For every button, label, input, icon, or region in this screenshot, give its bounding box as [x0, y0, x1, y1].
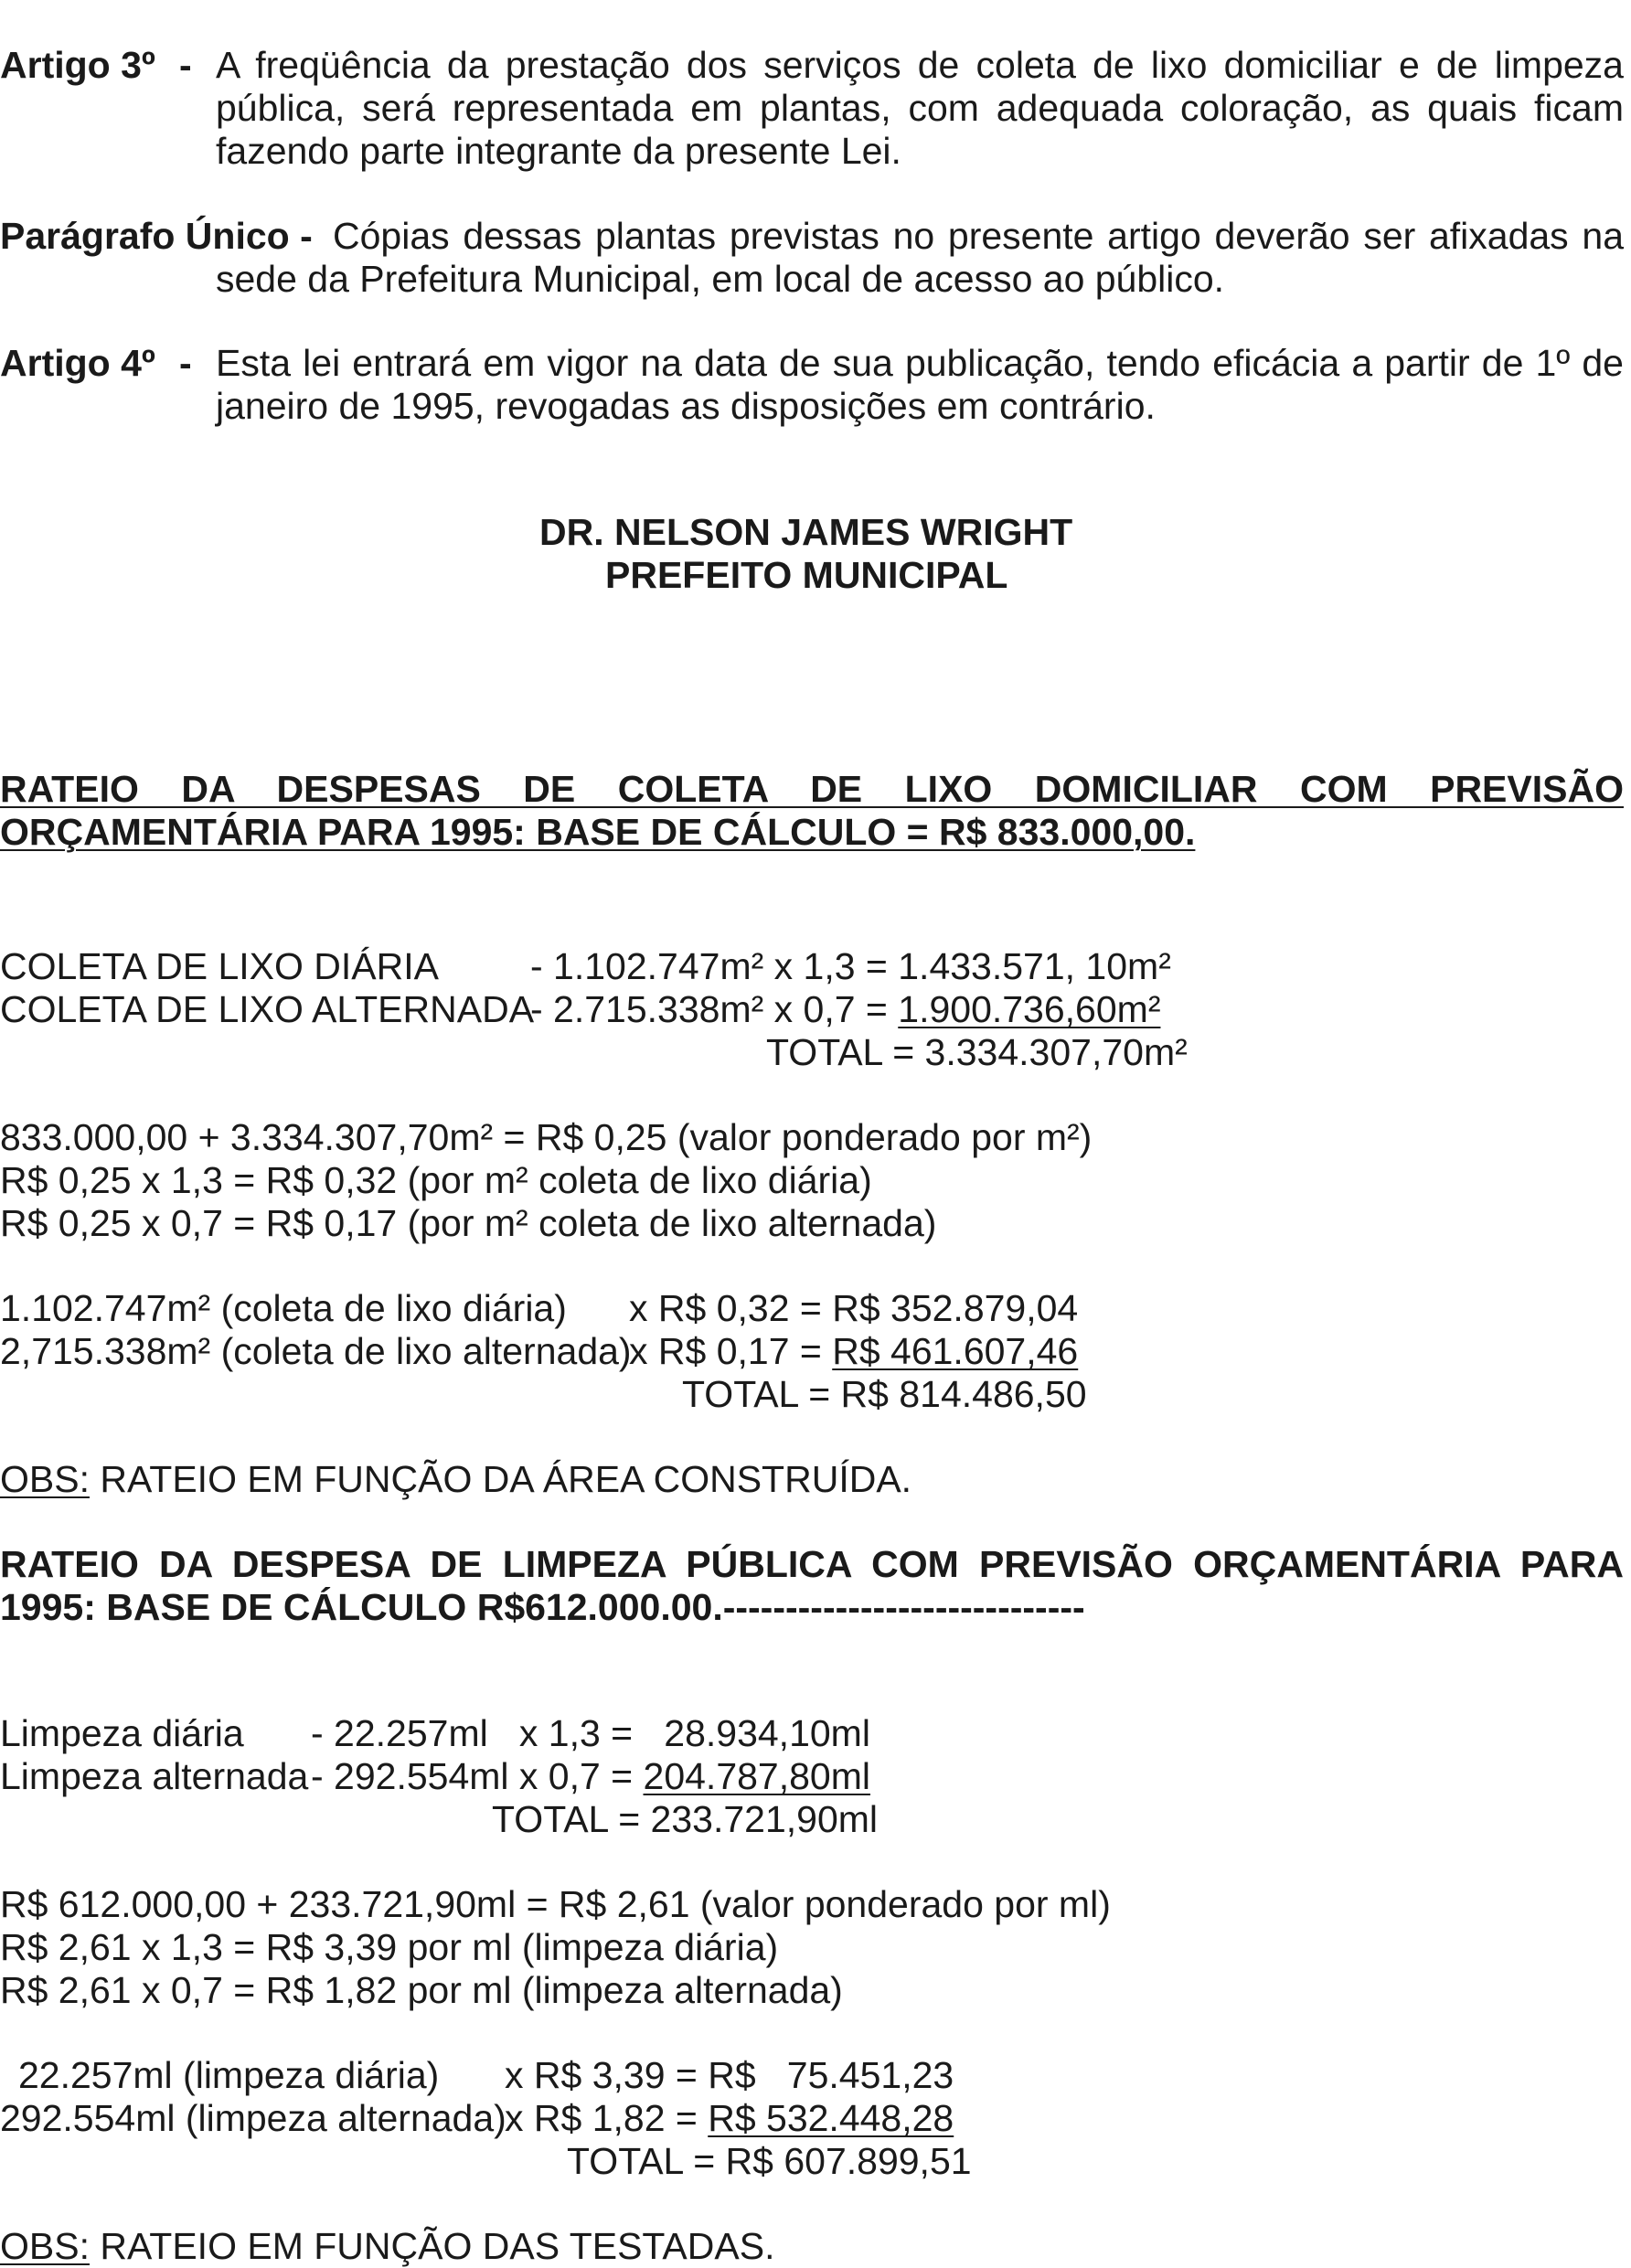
calc-row-expr: - 1.102.747m² x 1,3 = 1.433.571, 10m²: [530, 945, 1171, 987]
calc-line: 833.000,00 + 3.334.307,70m² = R$ 0,25 (valor ponderado por m²): [0, 1116, 1093, 1158]
article-dash: -: [179, 44, 192, 86]
article-line: Esta lei entrará em vigor na data de sua publicação, tendo eficácia a partir de 1º de: [216, 342, 1624, 384]
calc-row-label: COLETA DE LIXO DIÁRIA: [0, 945, 439, 987]
calc-subtotal: R$ 461.607,46: [832, 1330, 1079, 1372]
calc-line: R$ 2,61 x 0,7 = R$ 1,82 por ml (limpeza alternada): [0, 1969, 843, 2011]
calc-row-expr: x R$ 0,32 = R$ 352.879,04: [629, 1287, 1079, 1329]
section2-heading-line2: 1995: BASE DE CÁLCULO R$612.000.00.-----------------------------: [0, 1586, 1085, 1628]
calc-line: R$ 2,61 x 1,3 = R$ 3,39 por ml (limpeza diária): [0, 1926, 779, 1968]
calc-row-label: 1.102.747m² (coleta de lixo diária): [0, 1287, 567, 1329]
paragraph-line: Cópias dessas plantas previstas no presente artigo deverão ser afixadas na: [333, 215, 1624, 257]
obs-note: [0, 1458, 911, 1501]
signature-title: PREFEITO MUNICIPAL: [605, 554, 1008, 596]
calc-line: R$ 612.000,00 + 233.721,90ml = R$ 2,61 (valor ponderado por ml): [0, 1883, 1111, 1925]
calc-line: R$ 0,25 x 1,3 = R$ 0,32 (por m² coleta de lixo diária): [0, 1159, 872, 1201]
calc-line: R$ 0,25 x 0,7 = R$ 0,17 (por m² coleta de lixo alternada): [0, 1202, 937, 1244]
calc-row-label: COLETA DE LIXO ALTERNADA: [0, 988, 535, 1030]
calc-row-label: Limpeza diária: [0, 1712, 244, 1754]
calc-expr-text: - 292.554ml x 0,7 =: [311, 1755, 644, 1797]
article-3: [0, 44, 1624, 173]
calc-total: TOTAL = 3.334.307,70m²: [766, 1031, 1188, 1073]
calc-expr-text: - 2.715.338m² x 0,7 =: [530, 988, 899, 1030]
calc-subtotal: R$ 532.448,28: [708, 2097, 954, 2139]
calc-row-expr: x R$ 3,39 = R$ 75.451,23: [505, 2054, 954, 2096]
calc-row-expr: [530, 988, 1160, 1031]
calc-total: TOTAL = R$ 814.486,50: [682, 1373, 1087, 1415]
article-line: fazendo parte integrante da presente Lei.: [216, 130, 901, 172]
obs-text: RATEIO EM FUNÇÃO DA ÁREA CONSTRUÍDA.: [89, 1458, 912, 1500]
calc-row-expr: [629, 1330, 1078, 1373]
signature-name: DR. NELSON JAMES WRIGHT: [539, 511, 1073, 553]
obs-text: RATEIO EM FUNÇÃO DAS TESTADAS.: [89, 2225, 775, 2267]
calc-expr-text: x R$ 1,82 =: [505, 2097, 709, 2139]
obs-label: OBS:: [0, 2225, 90, 2267]
paragraph-line: sede da Prefeitura Municipal, em local de acesso ao público.: [216, 258, 1225, 300]
article-body: [216, 44, 1624, 173]
article-body: [216, 342, 1624, 428]
article-4: [0, 342, 1624, 428]
article-line: A freqüência da prestação dos serviços de coleta de lixo domiciliar e de limpeza: [216, 44, 1624, 86]
calc-row-label: 22.257ml (limpeza diária): [18, 2054, 440, 2096]
article-line: janeiro de 1995, revogadas as disposições em contrário.: [216, 385, 1156, 427]
section2-heading-line1: RATEIO DA DESPESA DE LIMPEZA PÚBLICA COM PREVISÃO ORÇAMENTÁRIA PARA: [0, 1543, 1624, 1585]
obs-note: [0, 2225, 774, 2268]
calc-total: TOTAL = 233.721,90ml: [492, 1798, 879, 1840]
calc-row-label: 2,715.338m² (coleta de lixo alternada): [0, 1330, 632, 1372]
article-dash: -: [179, 342, 192, 384]
calc-row-expr: [505, 2097, 954, 2140]
obs-label: OBS:: [0, 1458, 90, 1500]
article-label: Artigo 3º: [0, 44, 155, 86]
section1-heading-line1: RATEIO DA DESPESAS DE COLETA DE LIXO DOMICILIAR COM PREVISÃO: [0, 768, 1624, 810]
section1-heading-line2: ORÇAMENTÁRIA PARA 1995: BASE DE CÁLCULO = R$ 833.000,00.: [0, 811, 1196, 853]
calc-subtotal: 204.787,80ml: [643, 1755, 870, 1797]
calc-row-expr: [311, 1755, 870, 1798]
article-line: pública, será representada em plantas, com adequada coloração, as quais ficam: [216, 87, 1624, 129]
calc-subtotal: 1.900.736,60m²: [898, 988, 1161, 1030]
calc-row-label: 292.554ml (limpeza alternada): [0, 2097, 506, 2139]
paragraph-label: Parágrafo Único -: [0, 215, 313, 257]
calc-row-expr: - 22.257ml x 1,3 = 28.934,10ml: [311, 1712, 870, 1754]
paragrafo-unico: [0, 215, 1624, 301]
article-label: Artigo 4º: [0, 342, 155, 384]
calc-expr-text: x R$ 0,17 =: [629, 1330, 833, 1372]
calc-total: TOTAL = R$ 607.899,51: [567, 2140, 972, 2182]
calc-row-label: Limpeza alternada: [0, 1755, 309, 1797]
